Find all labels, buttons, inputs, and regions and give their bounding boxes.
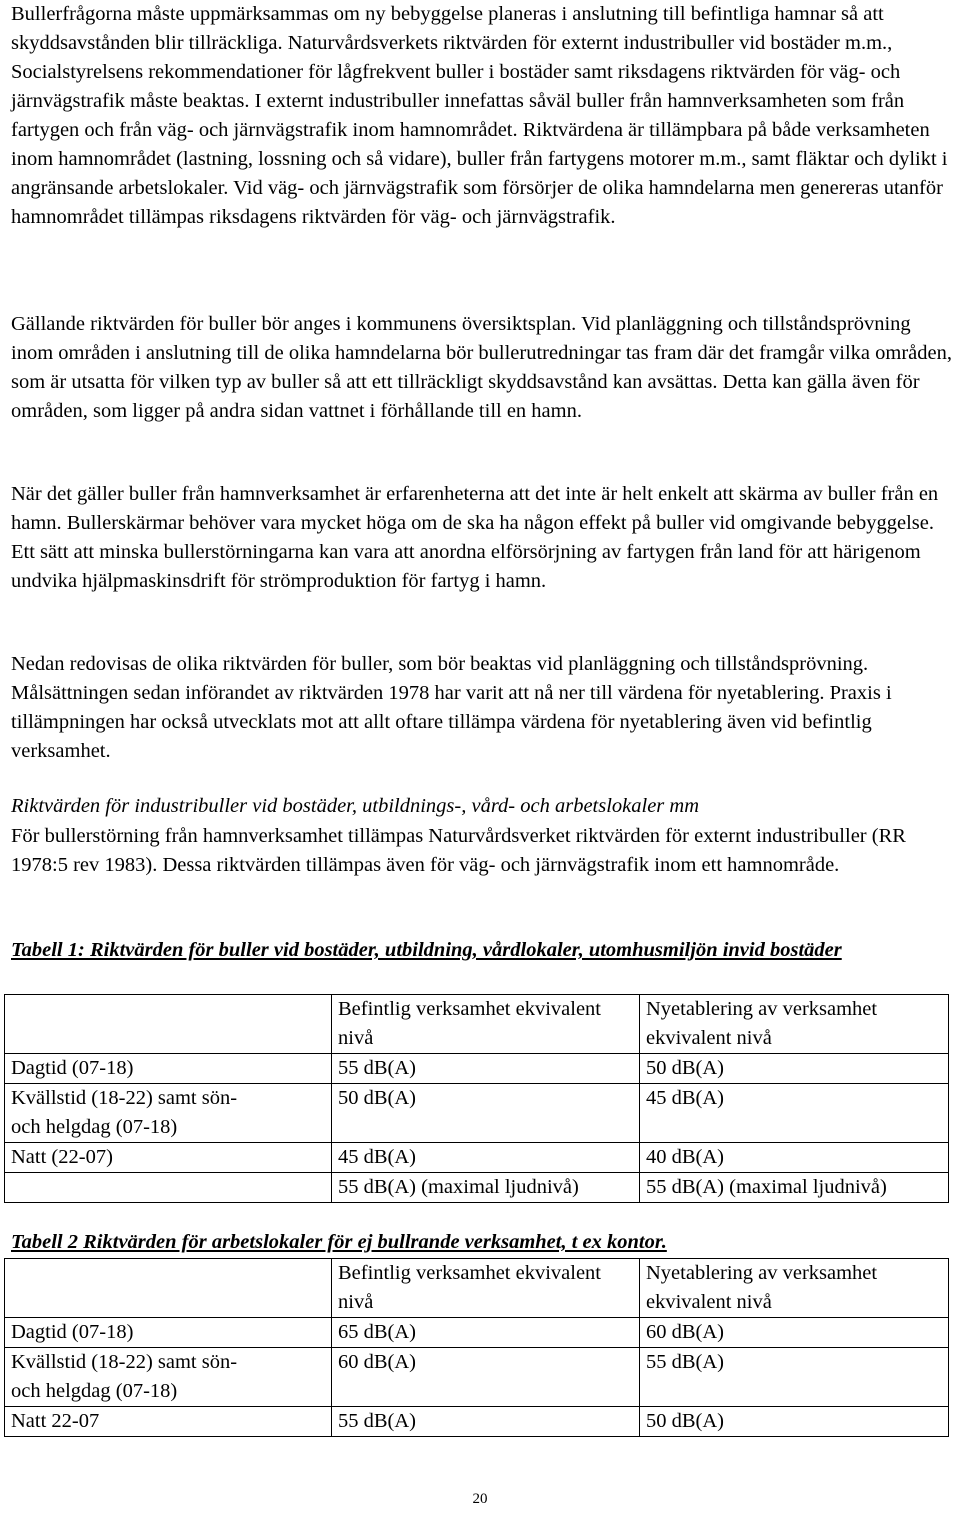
table-cell: 60 dB(A) — [640, 1318, 949, 1348]
table-row — [5, 1318, 949, 1348]
table-cell: Kvällstid (18-22) samt sön- och helgdag (07-18) — [5, 1084, 332, 1143]
table-cell — [5, 1173, 332, 1203]
table-row — [5, 1348, 949, 1407]
table-cell: 50 dB(A) — [640, 1054, 949, 1084]
table1 — [4, 994, 949, 1203]
table-row — [5, 1407, 949, 1437]
section-heading-industrial-noise: Riktvärden för industribuller vid bostäder, utbildnings-, vård- och arbetslokaler mm — [11, 795, 700, 817]
table-cell: 60 dB(A) — [332, 1348, 640, 1407]
table-header-cell: Befintlig verksamhet ekvivalent nivå — [332, 995, 640, 1054]
table-row — [5, 1054, 949, 1084]
table-row — [5, 1084, 949, 1143]
table-cell: 65 dB(A) — [332, 1318, 640, 1348]
table-header-cell — [5, 995, 332, 1054]
table2 — [4, 1258, 949, 1437]
table-header-cell: Nyetablering av verksamhet ekvivalent nivå — [640, 995, 949, 1054]
paragraph-guideline-values: Gällande riktvärden för buller bör anges i kommunens översiktsplan. Vid planläggning och tillståndsprövning inom områden i anslutning till de olika hamndelarna bör bullerutredningar tas fram där det framgår vilka områden, som är utsatta för vilken typ av buller så att ett tillräckligt skyddsavstånd kan avsättas. Detta kan gälla även för områden, som ligger på andra sidan vattnet i förhållande till en hamn. — [11, 313, 952, 422]
table-header-row — [5, 995, 949, 1054]
table-cell: Dagtid (07-18) — [5, 1054, 332, 1084]
table-header-cell — [5, 1259, 332, 1318]
table-cell: 55 dB(A) (maximal ljudnivå) — [332, 1173, 640, 1203]
table-cell: Natt 22-07 — [5, 1407, 332, 1437]
table-cell: 50 dB(A) — [640, 1407, 949, 1437]
table-cell: 55 dB(A) — [332, 1054, 640, 1084]
table-row — [5, 1173, 949, 1203]
table-cell: 55 dB(A) — [332, 1407, 640, 1437]
table-header-cell: Nyetablering av verksamhet ekvivalent nivå — [640, 1259, 949, 1318]
paragraph-industrial-noise: För bullerstörning från hamnverksamhet tillämpas Naturvårdsverket riktvärden för externt industribuller (RR 1978:5 rev 1983). Dessa riktvärden tillämpas även för väg- och järnvägstrafik inom ett hamnområde. — [11, 825, 906, 876]
table-cell: 45 dB(A) — [332, 1143, 640, 1173]
page-number: 20 — [472, 1491, 488, 1507]
table-cell: Dagtid (07-18) — [5, 1318, 332, 1348]
table-row — [5, 1143, 949, 1173]
table-cell: 55 dB(A) (maximal ljudnivå) — [640, 1173, 949, 1203]
table-cell: 55 dB(A) — [640, 1348, 949, 1407]
table2-caption: Tabell 2 Riktvärden för arbetslokaler för ej bullrande verksamhet, t ex kontor. — [11, 1231, 667, 1253]
table1-caption: Tabell 1: Riktvärden för buller vid bostäder, utbildning, vårdlokaler, utomhusmiljön invid bostäder — [11, 939, 842, 961]
paragraph-port-noise: När det gäller buller från hamnverksamhet är erfarenheterna att det inte är helt enkelt att skärma av buller från en hamn. Bullerskärmar behöver vara mycket höga om de ska ha någon effekt på buller vid omgivande bebyggelse. Ett sätt att minska bullerstörningarna kan vara att anordna elförsörjning av fartygen från land för att härigenom undvika hjälpmaskinsdrift för strömproduktion för fartyg i hamn. — [11, 483, 939, 592]
table-cell: Kvällstid (18-22) samt sön- och helgdag (07-18) — [5, 1348, 332, 1407]
table-cell: 40 dB(A) — [640, 1143, 949, 1173]
paragraph-overview: Nedan redovisas de olika riktvärden för buller, som bör beaktas vid planläggning och tillståndsprövning. Målsättningen sedan införandet av riktvärden 1978 har varit att nå ner till värdena för nyetablering. Praxis i tillämpningen har också utvecklats mot att allt oftare tillämpa värdena för nyetablering även vid befintlig verksamhet. — [11, 653, 892, 762]
table-header-cell: Befintlig verksamhet ekvivalent nivå — [332, 1259, 640, 1318]
table-cell: 45 dB(A) — [640, 1084, 949, 1143]
paragraph-noise-issues: Bullerfrågorna måste uppmärksammas om ny bebyggelse planeras i anslutning till befintliga hamnar så att skyddsavstånden blir tillräckliga. Naturvårdsverkets riktvärden för externt industribuller vid bostäder m.m., Socialstyrelsens rekommendationer för lågfrekvent buller i bostäder samt riksdagens riktvärden för väg- och järnvägstrafik måste beaktas. I externt industribuller innefattas såväl buller från hamnverksamheten som från fartygen och från väg- och järnvägstrafik inom hamnområdet. Riktvärdena är tillämpbara på både verksamheten inom hamnområdet (lastning, lossning och så vidare), buller från fartygens motorer m.m., samt fläktar och dylikt i angränsande arbetslokaler. Vid väg- och järnvägstrafik som försörjer de olika hamndelarna men genereras utanför hamnområdet tillämpas riksdagens riktvärden för väg- och järnvägstrafik. — [11, 3, 948, 228]
table-cell: Natt (22-07) — [5, 1143, 332, 1173]
table-cell: 50 dB(A) — [332, 1084, 640, 1143]
table-header-row — [5, 1259, 949, 1318]
